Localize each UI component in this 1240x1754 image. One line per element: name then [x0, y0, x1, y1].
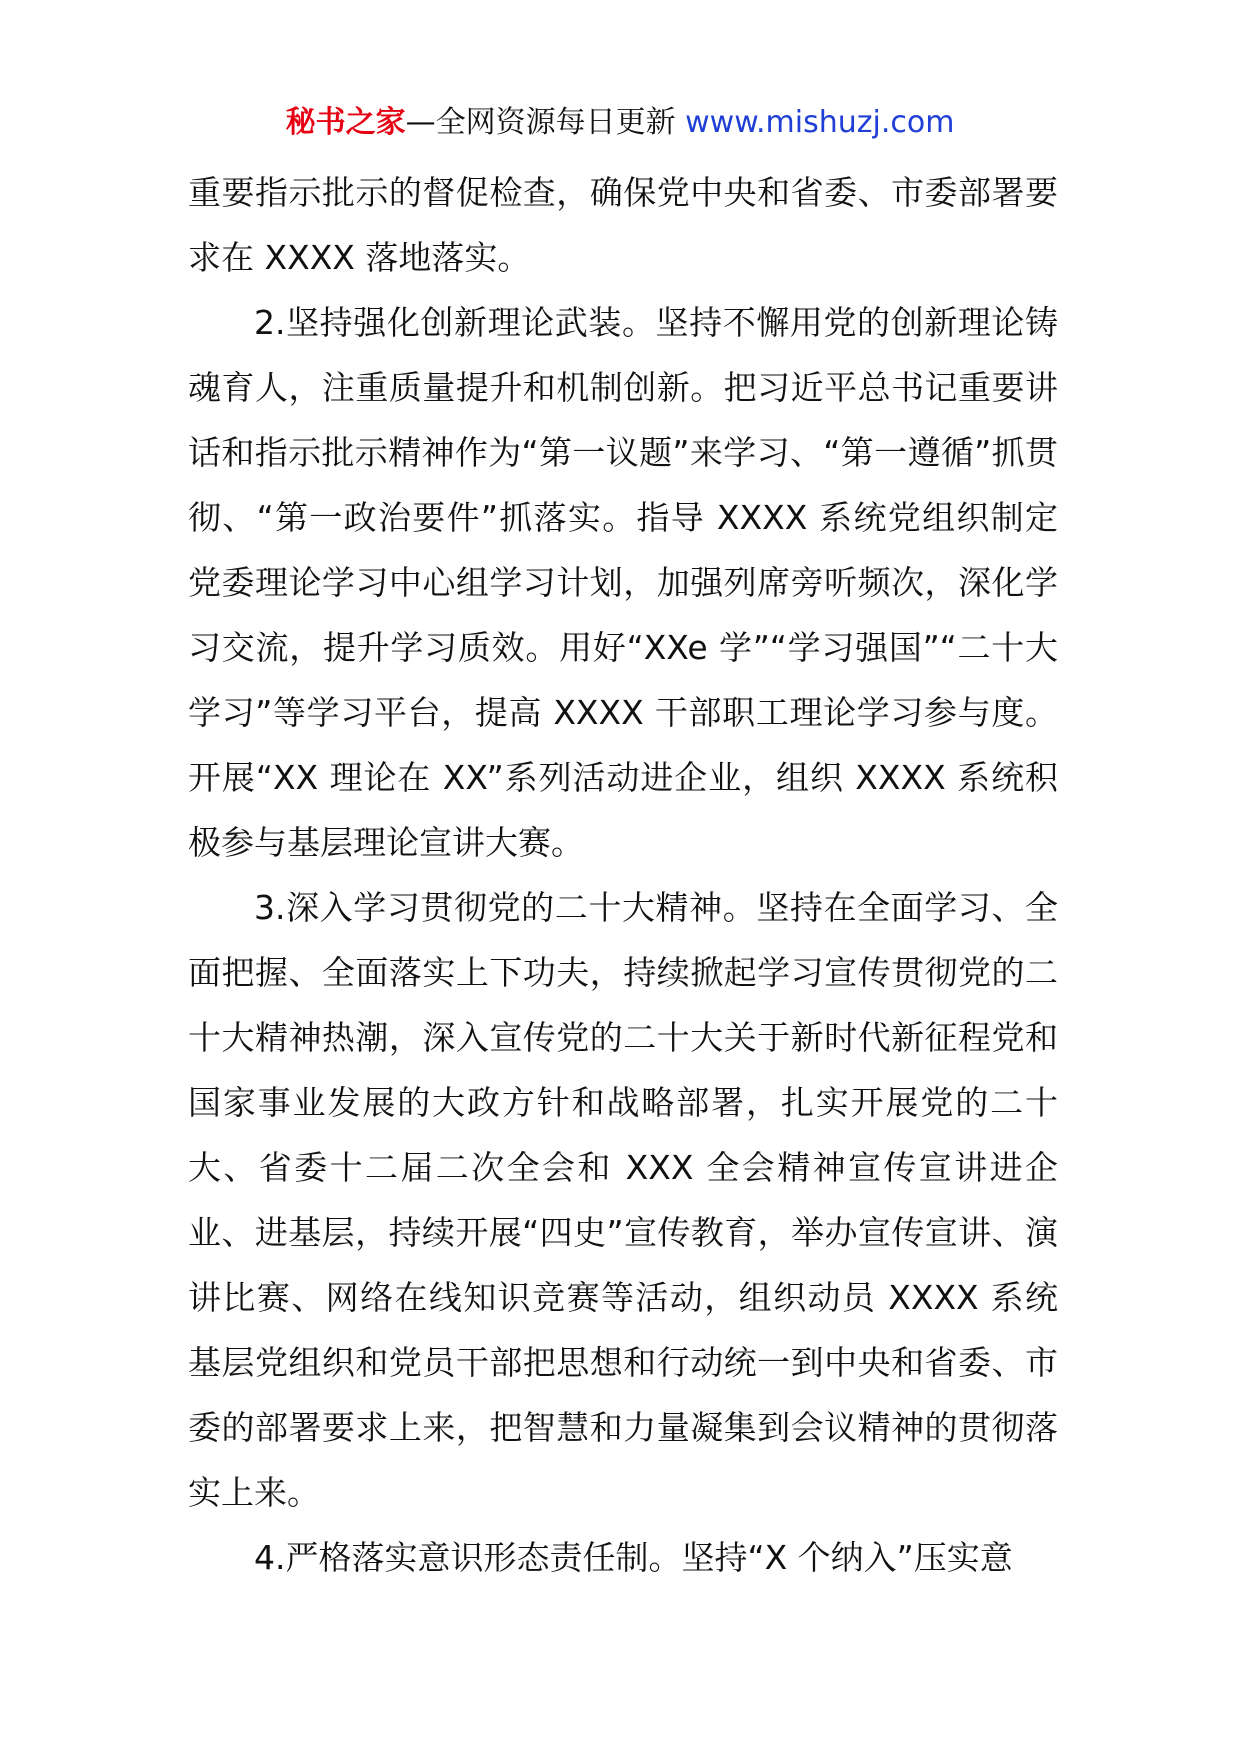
document-body [188, 160, 1058, 1590]
site-tagline: —全网资源每日更新 [405, 105, 686, 140]
paragraph-item-2: 2.坚持强化创新理论武装。坚持不懈用党的创新理论铸魂育人，注重质量提升和机制创新。把习近平总书记重要讲话和指示批示精神作为“第一议题”来学习、“第一遵循”抓贯彻、“第一政治要件”抓落实。指导 XXXX 系统党组织制定党委理论学习中心组学习计划，加强列席旁听频次，深化学习交流，提升学习质效。用好“XXe 学”“学习强国”“二十大学习”等学习平台，提高 XXXX 干部职工理论学习参与度。开展“XX 理论在 XX”系列活动进企业，组织 XXXX 系统积极参与基层理论宣讲大赛。 [188, 303, 1058, 862]
paragraph-continuation: 重要指示批示的督促检查，确保党中央和省委、市委部署要求在 XXXX 落地落实。 [188, 173, 1058, 277]
site-brand: 秘书之家 [285, 105, 406, 140]
site-header [0, 100, 1240, 146]
paragraph-item-4: 4.严格落实意识形态责任制。坚持“X 个纳入”压实意 [254, 1538, 1013, 1577]
site-url-link[interactable]: www.mishuzj.com [685, 105, 955, 140]
paragraph-item-3: 3.深入学习贯彻党的二十大精神。坚持在全面学习、全面把握、全面落实上下功夫，持续掀起学习宣传贯彻党的二十大精神热潮，深入宣传党的二十大关于新时代新征程党和国家事业发展的大政方针和战略部署，扎实开展党的二十大、省委十二届二次全会和 XXX 全会精神宣传宣讲进企业、进基层，持续开展“四史”宣传教育，举办宣传宣讲、演讲比赛、网络在线知识竞赛等活动，组织动员 XXXX 系统基层党组织和党员干部把思想和行动统一到中央和省委、市委的部署要求上来，把智慧和力量凝集到会议精神的贯彻落实上来。 [188, 888, 1058, 1512]
